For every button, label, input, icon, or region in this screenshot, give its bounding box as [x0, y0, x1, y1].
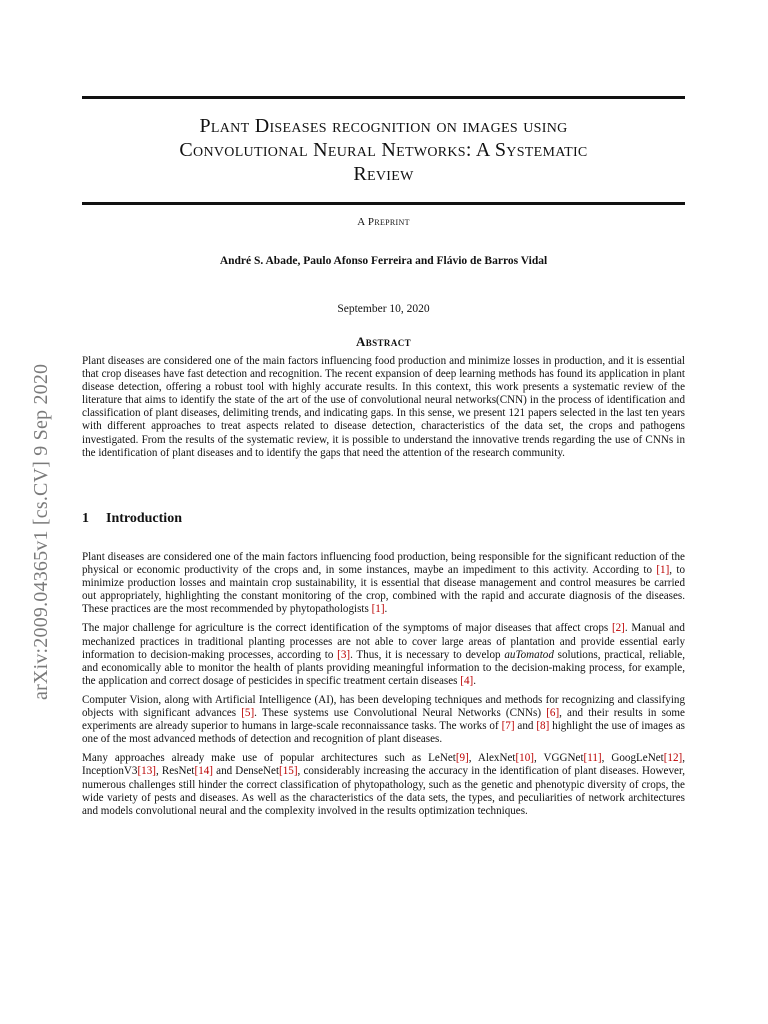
arxiv-identifier-stamp: arXiv:2009.04365v1 [cs.CV] 9 Sep 2020 — [30, 363, 52, 700]
title-line-3: Review — [353, 163, 414, 185]
paragraph-text: . — [384, 603, 388, 616]
paragraph-text: Many approaches already make use of popular architectures such as LeNet — [82, 752, 456, 765]
title-bottom-rule — [82, 202, 685, 205]
citation-link[interactable]: [14] — [194, 765, 213, 778]
paragraph-text: The major challenge for agriculture is the correct identification of the symptoms of major diseases that affect crops — [82, 622, 612, 635]
paragraph-text: and DenseNet — [213, 765, 280, 778]
paragraph-text: , and their results in some experiments are already superior to humans in large-scale reconnaissance tasks. The works of — [82, 707, 685, 733]
paragraph — [82, 694, 685, 746]
section-number: 1 — [82, 511, 89, 526]
title-line-2: Convolutional Neural Networks: A Systematic — [179, 139, 588, 161]
citation-link[interactable]: [10] — [515, 752, 534, 765]
title-top-rule — [82, 96, 685, 99]
paragraph-text: Plant diseases are considered one of the main factors influencing food production, being responsible for the significant reduction of the physical or economic productivity of the crops and, in some instances, maybe an impediment to this activity. According to — [82, 551, 685, 577]
preprint-label: A Preprint — [357, 216, 410, 228]
title-line-1: Plant Diseases recognition on images using — [199, 115, 568, 137]
paragraph — [82, 752, 685, 817]
citation-link[interactable]: [4] — [460, 674, 474, 687]
citation-link[interactable]: [3] — [337, 648, 351, 661]
paragraph-text: highlight the use of images as one of the most advanced methods of detection and recognition of plant diseases. — [82, 720, 685, 746]
citation-link[interactable]: [13] — [137, 765, 156, 778]
citation-link[interactable]: [9] — [455, 752, 469, 765]
section-heading — [82, 511, 685, 527]
abstract-text: Plant diseases are considered one of the main factors influencing food production and minimize losses in production, and it is essential that crop diseases have fast detection and recognition. The recent expansion of deep learning methods has found its application in plant disease detection, offering a robust tool with highly accurate results. In this context, this work presents a systematic review of the literature that aims to identify the state of the art of the use of convolutional neural networks(CNN) in the process of identification and classification of plant diseases, delimiting trends, and indicating gaps. In this sense, we present 121 papers selected in the last ten years with different approaches to treat aspects related to disease detection, characteristics of the data set, the crops and pathogens investigated. From the results of the systematic review, it is possible to understand the innovative trends regarding the use of CNNs in the identification of plant diseases and to identify the gaps that need the attention of the research community. — [82, 355, 685, 459]
paragraph-text: , to minimize production losses and maintain crop sustainability, it is essential that disease management and control measures be carried out appropriately, highlighting the constant monitoring of the crop, combined with the rapid and accurate diagnosis of the diseases. These practices are the most recommended by phytopathologists — [82, 564, 685, 616]
citation-link[interactable]: [15] — [279, 765, 298, 778]
citation-link[interactable]: [12] — [663, 752, 683, 765]
paragraph-text: solutions, practical, reliable, and economically able to monitor the health of plants providing meaningful information to the decision-making process, for example, the application and correct dosage of pesticides in specific treatment certain diseases — [82, 648, 685, 687]
paragraph-text: Computer Vision, along with Artificial Intelligence (AI), has been developing techniques and methods for recognizing and classifying objects with significant advances — [82, 693, 685, 720]
publication-date: September 10, 2020 — [337, 303, 430, 315]
citation-link[interactable]: [11] — [583, 752, 602, 765]
paragraph-text: . — [473, 674, 476, 687]
paragraph-text: , GoogLeNet — [601, 752, 664, 765]
section-title: Introduction — [106, 511, 182, 526]
paragraph-text: . These systems use Convolutional Neural Networks (CNNs) — [254, 707, 547, 720]
paragraph-text: , considerably increasing the accuracy in the identification of plant diseases. However, numerous challenges still hinder the correct classification of phytopathology, such as the genetic and phenotypic diversity of crops, the wide variety of pests and diseases. As well as the characteristics of the data sets, the types, and peculiarities of network architectures and models convolutional neural and the complexity involved in the results optimization techniques. — [82, 765, 685, 817]
citation-link[interactable]: [7] — [501, 720, 515, 733]
paragraph-text: , ResNet — [155, 765, 195, 778]
citation-link[interactable]: [2] — [611, 622, 625, 635]
author-list: André S. Abade, Paulo Afonso Ferreira and Flávio de Barros Vidal — [219, 255, 548, 267]
paragraph-text: . Thus, it is necessary to develop — [350, 648, 505, 661]
paragraph-text: , AlexNet — [468, 752, 516, 765]
paragraph — [82, 551, 685, 616]
citation-link[interactable]: [8] — [536, 720, 550, 733]
introduction-body — [82, 551, 685, 824]
paper-title — [82, 114, 685, 186]
paragraph-text: , VGGNet — [533, 752, 584, 765]
paragraph — [82, 622, 685, 687]
citation-link[interactable]: [1] — [656, 564, 670, 577]
paragraph-text: . Manual and mechanized practices in traditional planting processes are not able to cover large areas of plantation and provide essential early information to decision-making processes, according to — [82, 622, 685, 661]
citation-link[interactable]: [6] — [546, 707, 560, 720]
paragraph-text: and — [514, 720, 537, 733]
citation-link[interactable]: [5] — [241, 707, 255, 720]
abstract-heading: Abstract — [355, 334, 412, 349]
citation-link[interactable]: [1] — [371, 603, 385, 616]
paragraph-text: , InceptionV3 — [82, 752, 685, 778]
emphasized-term: auTomatod — [504, 648, 554, 661]
